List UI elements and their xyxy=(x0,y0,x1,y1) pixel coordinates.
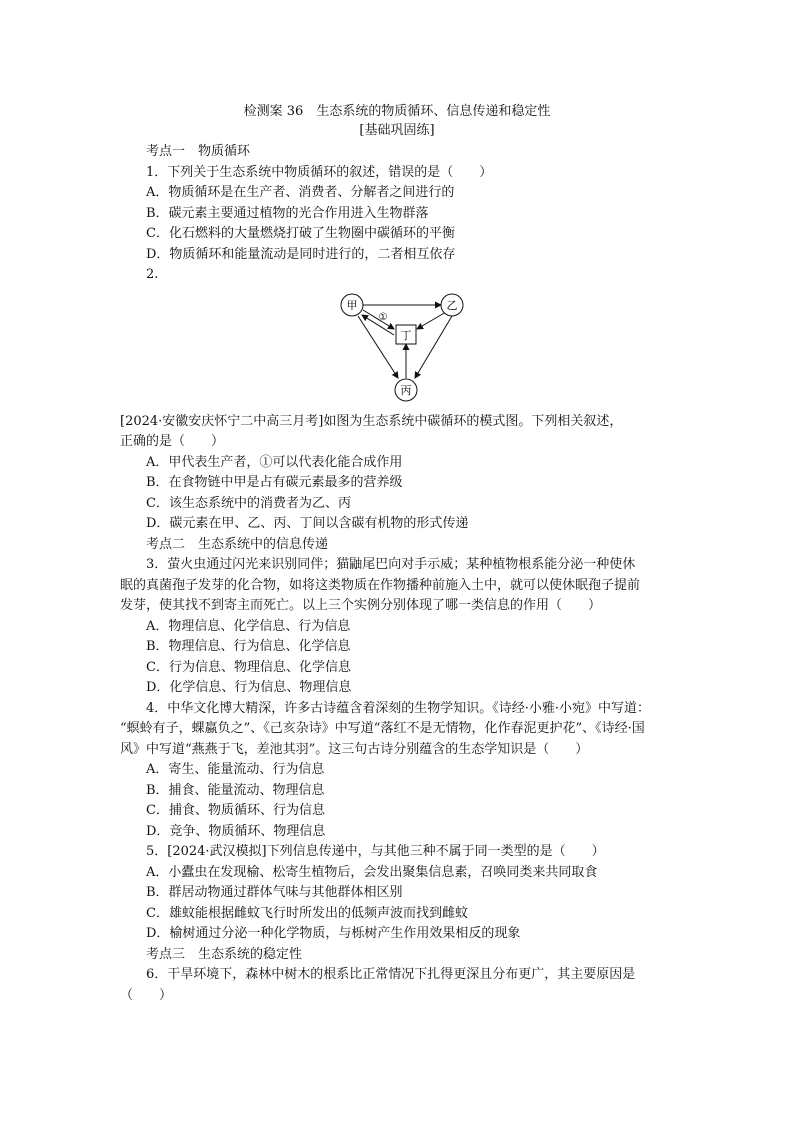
question-3-line1: 3．萤火虫通过闪光来识别同伴；猫鼬尾巴向对手示威；某种植物根系能分泌一种使休 xyxy=(146,557,636,572)
question-1-stem: 1．下列关于生态系统中物质循环的叙述，错误的是（ ） xyxy=(146,164,493,180)
question-4-option-d: D．竞争、物质循环、物理信息 xyxy=(146,823,326,839)
question-2-stem-line2: 正确的是（ ） xyxy=(120,434,225,449)
question-6-line2: （ ） xyxy=(120,987,173,1003)
question-5-stem: 5．[2024·武汉模拟]下列信息传递中，与其他三种不属于同一类型的是（ ） xyxy=(146,844,605,859)
question-1-option-c: C．化石燃料的大量燃烧打破了生物圈中碳循环的平衡 xyxy=(146,226,455,241)
question-4-option-c: C．捕食、物质循环、行为信息 xyxy=(146,803,325,818)
section-heading-stability: 考点三 生态系统的稳定性 xyxy=(146,946,303,962)
question-2-option-c: C．该生态系统中的消费者为乙、丙 xyxy=(146,495,351,511)
node-jia-label: 甲 xyxy=(346,298,358,312)
question-3-option-c: C．行为信息、物理信息、化学信息 xyxy=(146,659,351,675)
arrow-yi-to-bing xyxy=(415,316,452,378)
question-4-line2: “螟蛉有子，蜾蠃负之”、《己亥杂诗》中写道“落红不是无情物，化作春泥更护花”、《诗经·国 xyxy=(120,721,645,736)
page-subtitle: [基础巩固练] xyxy=(359,123,435,138)
question-4-line1: 4．中华文化博大精深，许多古诗蕴含着深刻的生物学知识。《诗经·小雅·小宛》中写道： xyxy=(146,700,651,716)
question-1-option-b: B．碳元素主要通过植物的光合作用进入生物群落 xyxy=(146,205,429,221)
question-4-option-b: B．捕食、能量流动、物理信息 xyxy=(146,782,325,798)
question-2-number: 2. xyxy=(146,267,159,282)
question-3-line3: 发芽，使其找不到寄主而死亡。以上三个实例分别体现了哪一类信息的作用（ ） xyxy=(120,598,602,613)
question-3-option-a: A．物理信息、化学信息、行为信息 xyxy=(146,618,351,634)
question-5-option-b: B．群居动物通过群体气味与其他群体相区别 xyxy=(146,885,403,900)
node-yi-label: 乙 xyxy=(446,298,458,312)
question-1-option-d: D．物质循环和能量流动是同时进行的，二者相互依存 xyxy=(146,246,456,262)
worksheet-content xyxy=(120,142,680,1006)
question-2-option-d: D．碳元素在甲、乙、丙、丁间以含碳有机物的形式传递 xyxy=(146,516,469,531)
arrow-yi-to-ding xyxy=(417,312,446,329)
question-4-line3: 风》中写道“燕燕于飞，差池其羽”。这三句古诗分别蕴含的生态学知识是（ ） xyxy=(120,741,589,757)
carbon-cycle-diagram xyxy=(120,292,680,404)
node-bing-label: 丙 xyxy=(400,383,412,397)
question-4-option-a: A．寄生、能量流动、行为信息 xyxy=(146,762,325,777)
question-2-stem-line1: [2024·安徽安庆怀宁二中高三月考]如图为生态系统中碳循环的模式图。下列相关叙述， xyxy=(120,413,623,429)
question-6-line1: 6．干旱环境下，森林中树木的根系比正常情况下扎得更深且分布更广，其主要原因是 xyxy=(146,967,636,982)
question-2-option-b: B．在食物链中甲是占有碳元素最多的营养级 xyxy=(146,475,403,490)
question-5-option-c: C．雄蚊能根据雌蚊飞行时所发出的低频声波而找到雌蚊 xyxy=(146,905,468,921)
section-heading-information-transfer: 考点二 生态系统中的信息传递 xyxy=(146,536,329,552)
section-heading-material-cycle: 考点一 物质循环 xyxy=(146,144,251,159)
question-1-option-a: A．物质循环是在生产者、消费者、分解者之间进行的 xyxy=(146,185,455,200)
carbon-cycle-svg xyxy=(340,292,470,404)
question-3-option-b: B．物理信息、行为信息、化学信息 xyxy=(146,639,351,654)
page-title: 检测案 36 生态系统的物质循环、信息传递和稳定性 xyxy=(243,104,551,119)
question-3-line2: 眠的真菌孢子发芽的化合物，如将这类物质在作物播种前施入土中，就可以使休眠孢子提前 xyxy=(120,577,641,593)
question-5-option-d: D．榆树通过分泌一种化学物质，与栎树产生作用效果相反的现象 xyxy=(146,926,521,941)
node-ding-label: 丁 xyxy=(400,328,412,342)
question-2-option-a: A．甲代表生产者，①可以代表化能合成作用 xyxy=(146,454,403,470)
question-3-option-d: D．化学信息、行为信息、物理信息 xyxy=(146,680,352,695)
question-5-option-a: A．小蠹虫在发现榆、松寄生植物后，会发出聚集信息素，召唤同类来共同取食 xyxy=(146,864,598,880)
arrow-label-1: ① xyxy=(378,311,388,323)
